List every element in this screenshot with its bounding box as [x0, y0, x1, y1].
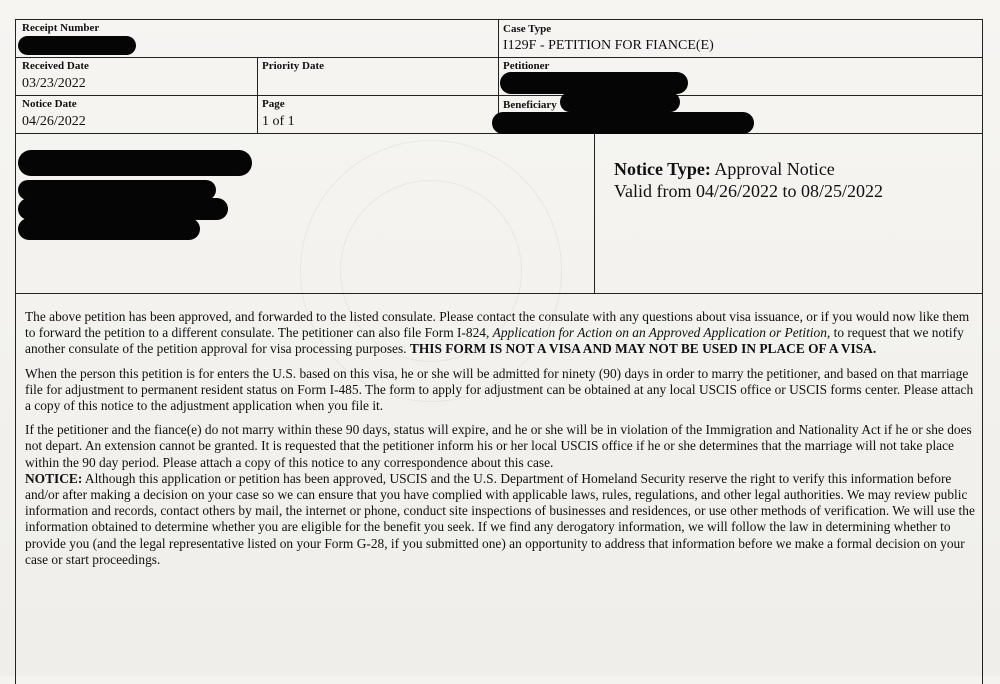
- form-i824-title: Application for Action on an Approved Application or Petition,: [492, 325, 831, 341]
- paragraph-admission: When the person this petition is for enters the U.S. based on this visa, he or she will be admitted for ninety (90) days in order to marry the petitioner, and based on that marriage file for adjustment to permanent resident status on Form I-485. The form to apply for adjustment can be obtained at any local USCIS office or USCIS forms center. Please attach a copy of this notice to the adjustment application when you file it.: [25, 365, 974, 414]
- header-row-divider-1: [15, 57, 983, 58]
- address-notice-divider: [594, 134, 595, 294]
- notice-type-value: Approval Notice: [714, 159, 835, 179]
- notice-type-block: [614, 158, 883, 202]
- not-a-visa-warning: THIS FORM IS NOT A VISA AND MAY NOT BE USED IN PLACE OF A VISA.: [409, 341, 877, 357]
- page-value: 1 of 1: [262, 114, 295, 129]
- header-row-divider-2: [15, 95, 983, 96]
- redacted-beneficiary-name: [560, 92, 680, 112]
- notice-body: [25, 309, 975, 576]
- priority-date-label: Priority Date: [262, 60, 324, 72]
- case-type-value: I129F - PETITION FOR FIANCE(E): [503, 38, 714, 53]
- paragraph-approval: The above petition has been approved, and forwarded to the listed consulate. Please contact the consulate with any questions about visa issuance, or if you would now like them to forward the petition to a different consulate. The petitioner can also file Form I-824, Application for Action on an Approved Application or Petition, to request that we notify another consulate of the petition approval for visa processing purposes. THIS FORM IS NOT A VISA AND MAY NOT BE USED IN PLACE OF A VISA.: [25, 309, 970, 357]
- redacted-address-line-1: [18, 150, 252, 176]
- case-type-label: Case Type: [503, 23, 552, 35]
- petitioner-label: Petitioner: [503, 60, 550, 72]
- redacted-petitioner: [500, 72, 688, 94]
- redacted-receipt-number: [18, 36, 136, 55]
- beneficiary-label: Beneficiary: [503, 99, 557, 111]
- redacted-address-line-3: [18, 198, 228, 220]
- received-date-value: 03/23/2022: [22, 76, 86, 91]
- page-label: Page: [262, 98, 285, 110]
- notice-type-label: Notice Type:: [614, 159, 711, 179]
- notice-date-label: Notice Date: [22, 98, 77, 110]
- notice-date-value: 04/26/2022: [22, 114, 86, 129]
- validity-period: Valid from 04/26/2022 to 08/25/2022: [614, 181, 883, 201]
- received-date-label: Received Date: [22, 60, 89, 72]
- notice-heading: NOTICE:: [25, 470, 83, 486]
- redacted-beneficiary: [492, 112, 754, 134]
- header-left-subdivider: [257, 57, 258, 134]
- redacted-address-line-4: [18, 218, 200, 240]
- receipt-number-label: Receipt Number: [22, 22, 100, 34]
- redacted-address-line-2: [18, 180, 216, 200]
- paragraph-notice: NOTICE: Although this application or petition has been approved, USCIS and the U.S. Department of Homeland Security reserve the right to verify this information before and/or after making a decision on your case so we can ensure that you have complied with applicable laws, rules, regulations, and other legal authorities. We may review public information and records, contact others by mail, the internet or phone, conduct site inspections of businesses and residences, or use other methods of verification. We will use the information obtained to determine whether you are eligible for the benefit you seek. If we find any derogatory information, we will follow the law in determining whether to provide you (and the legal representative listed on your Form G-28, if you submitted one) an opportunity to address that information before we make a formal decision on your case or start proceedings.: [25, 470, 975, 567]
- paragraph-expiration: If the petitioner and the fiance(e) do not marry within these 90 days, status will expire, and he or she will be in violation of the Immigration and Nationality Act if he or she does not depart. An extension cannot be granted. It is requested that the petitioner inform his or her local USCIS office if he or she determines that the marriage will not take place within the 90 day period. Please attach a copy of this notice to any correspondence about this case.: [25, 422, 972, 470]
